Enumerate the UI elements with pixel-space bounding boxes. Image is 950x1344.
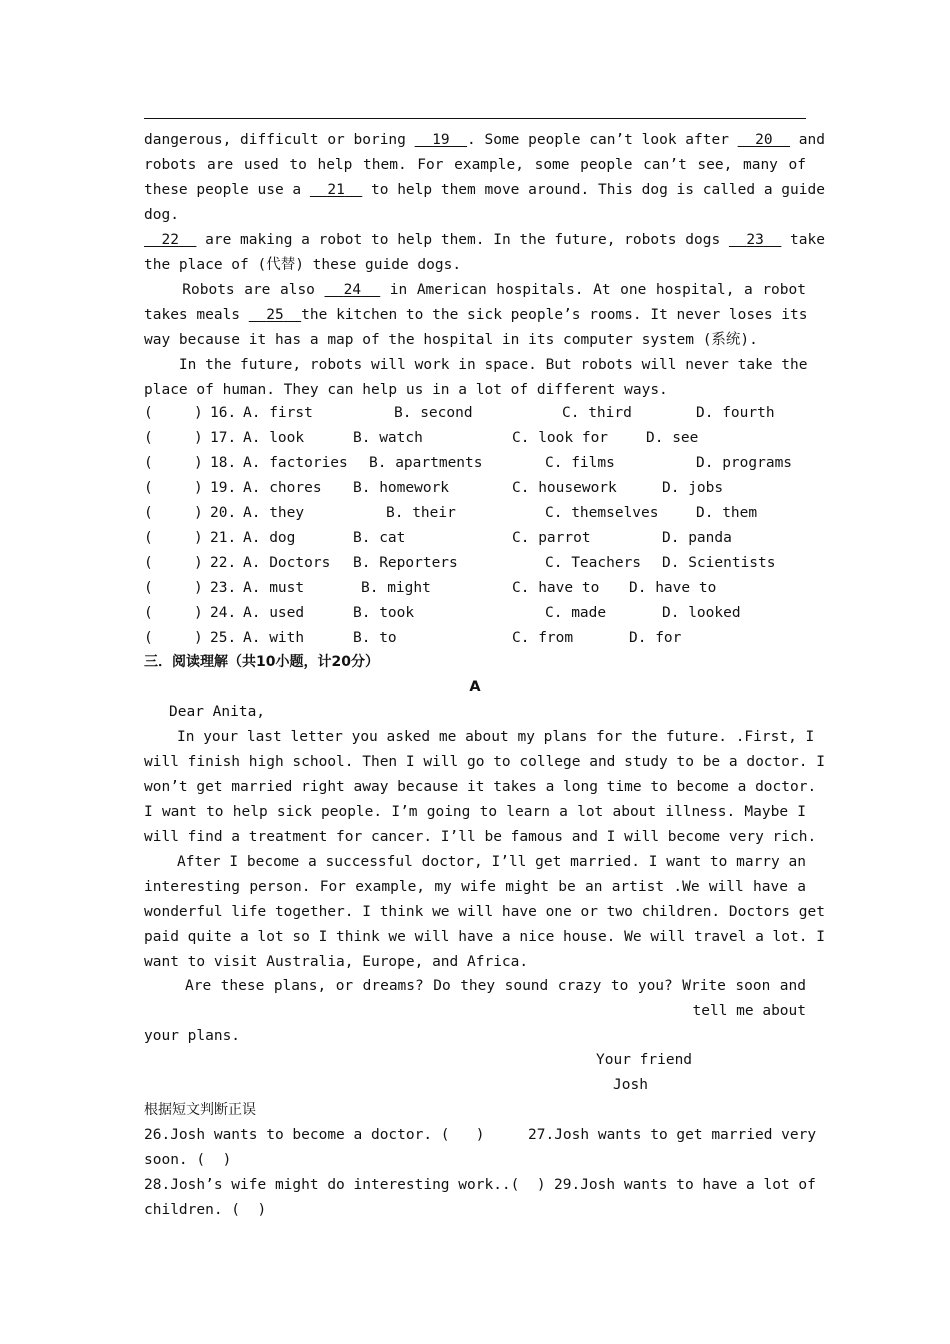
answer-bracket-close: ) (194, 505, 203, 521)
passage-line-1: dangerous, difficult or boring 19 . Some people can’t look after 20 and (144, 132, 825, 148)
option-c[interactable]: C. from (512, 630, 574, 646)
option-d[interactable]: D. them (696, 505, 758, 521)
passage-line-3: these people use a 21 to help them move around. This dog is called a guide (144, 182, 825, 198)
question-number: 19. (210, 480, 237, 496)
letter-line: interesting person. For example, my wife might be an artist .We will have a (144, 879, 806, 895)
letter-paragraph-3-line-1: Are these plans, or dreams? Do they sound crazy to you? Write soon and (185, 978, 806, 994)
passage-line-5: 22 are making a robot to help them. In the future, robots dogs 23 take (144, 228, 806, 253)
option-c[interactable]: C. themselves (545, 505, 659, 521)
answer-bracket-open: ( (144, 455, 153, 471)
option-d[interactable]: D. see (646, 430, 699, 446)
tf-question-26: 26.Josh wants to become a doctor. ( ) (144, 1127, 485, 1143)
question-row (144, 451, 806, 476)
section-3-heading: 三．阅读理解（共10小题，计20分） (144, 654, 379, 670)
tf-question-29: 29.Josh wants to have a lot of (554, 1177, 816, 1193)
question-row (144, 426, 806, 451)
option-d[interactable]: D. Scientists (662, 555, 776, 571)
answer-bracket-close: ) (194, 480, 203, 496)
option-c[interactable]: C. parrot (512, 530, 591, 546)
option-d[interactable]: D. programs (696, 455, 793, 471)
letter-line: won’t get married right away because it takes a long time to become a doctor. (144, 779, 817, 795)
option-b[interactable]: B. second (394, 405, 473, 421)
answer-bracket-close: ) (194, 555, 203, 571)
answer-bracket-close: ) (194, 405, 203, 421)
question-number: 18. (210, 455, 237, 471)
letter-line: will find a treatment for cancer. I’ll be famous and I will become very rich. (144, 829, 817, 845)
answer-bracket-open: ( (144, 405, 153, 421)
letter-closing: Your friend (596, 1052, 693, 1068)
option-a[interactable]: A. chores (243, 480, 322, 496)
question-number: 17. (210, 430, 237, 446)
option-a[interactable]: A. with (243, 630, 305, 646)
blank-20[interactable]: 20 (755, 132, 773, 148)
tf-line-2 (144, 1173, 816, 1198)
option-c[interactable]: C. have to (512, 580, 600, 596)
passage-line-8: takes meals 25 the kitchen to the sick people’s rooms. It never loses its (144, 307, 808, 323)
passage-line-10: In the future, robots will work in space. But robots will never take the (144, 357, 808, 373)
blank-19[interactable]: 19 (432, 132, 450, 148)
passage-a-label: A (469, 679, 481, 695)
blank-24[interactable]: 24 (343, 282, 362, 298)
passage-line-11: place of human. They can help us in a lot of different ways. (144, 382, 668, 398)
tf-line-1 (144, 1123, 817, 1148)
passage-line-7: Robots are also 24 in American hospitals. At one hospital, a robot (144, 282, 806, 298)
option-c[interactable]: C. Teachers (545, 555, 642, 571)
answer-bracket-open: ( (144, 605, 153, 621)
letter-signature: Josh (613, 1077, 648, 1093)
question-row (144, 501, 806, 526)
question-number: 25. (210, 630, 237, 646)
question-number: 16. (210, 405, 237, 421)
letter-line: After I become a successful doctor, I’ll get married. I want to marry an (177, 854, 806, 870)
option-a[interactable]: A. factories (243, 455, 348, 471)
option-a[interactable]: A. Doctors (243, 555, 331, 571)
question-number: 24. (210, 605, 237, 621)
blank-23[interactable]: 23 (746, 232, 764, 248)
question-number: 22. (210, 555, 237, 571)
answer-bracket-open: ( (144, 630, 153, 646)
answer-bracket-close: ) (194, 530, 203, 546)
option-b[interactable]: B. their (386, 505, 456, 521)
question-number: 20. (210, 505, 237, 521)
option-b[interactable]: B. homework (353, 480, 450, 496)
tf-question-27-cont: soon. ( ) (144, 1152, 232, 1168)
blank-22[interactable]: 22 (161, 232, 179, 248)
header-rule (144, 118, 806, 119)
option-d[interactable]: D. jobs (662, 480, 724, 496)
option-b[interactable]: B. took (353, 605, 415, 621)
option-c[interactable]: C. housework (512, 480, 617, 496)
letter-greeting: Dear Anita, (169, 704, 266, 720)
answer-bracket-open: ( (144, 530, 153, 546)
answer-bracket-open: ( (144, 430, 153, 446)
option-a[interactable]: A. first (243, 405, 313, 421)
question-row (144, 576, 806, 601)
option-c[interactable]: C. films (545, 455, 615, 471)
option-b[interactable]: B. apartments (369, 455, 483, 471)
question-row (144, 626, 806, 651)
question-row (144, 601, 806, 626)
option-a[interactable]: A. they (243, 505, 305, 521)
option-d[interactable]: D. looked (662, 605, 741, 621)
passage-line-6: the place of (代替) these guide dogs. (144, 257, 462, 273)
option-b[interactable]: B. watch (353, 430, 423, 446)
letter-line: paid quite a lot so I think we will have a nice house. We will travel a lot. I (144, 929, 825, 945)
option-c[interactable]: C. third (562, 405, 632, 421)
question-row (144, 476, 806, 501)
answer-bracket-close: ) (194, 455, 203, 471)
answer-bracket-close: ) (194, 430, 203, 446)
letter-line: wonderful life together. I think we will have one or two children. Doctors get (144, 904, 825, 920)
answer-bracket-close: ) (194, 580, 203, 596)
answer-bracket-close: ) (194, 630, 203, 646)
answer-bracket-open: ( (144, 555, 153, 571)
option-d[interactable]: D. for (629, 630, 682, 646)
option-c[interactable]: C. look for (512, 430, 609, 446)
option-c[interactable]: C. made (545, 605, 607, 621)
passage-line-2: robots are used to help them. For example, some people can’t see, many of (144, 157, 806, 173)
passage-line-9: way because it has a map of the hospital in its computer system (系统). (144, 332, 758, 348)
option-a[interactable]: A. must (243, 580, 305, 596)
answer-bracket-open: ( (144, 505, 153, 521)
letter-paragraph-3-line-3: your plans. (144, 1028, 241, 1044)
option-d[interactable]: D. fourth (696, 405, 775, 421)
passage-line-4: dog. (144, 207, 179, 223)
tf-question-27: 27.Josh wants to get married very (528, 1127, 817, 1143)
option-a[interactable]: A. dog (243, 530, 296, 546)
answer-bracket-open: ( (144, 580, 153, 596)
tf-question-28: 28.Josh’s wife might do interesting work..( ) (144, 1177, 546, 1193)
option-b[interactable]: B. to (353, 630, 397, 646)
tf-instruction: 根据短文判断正误 (144, 1102, 256, 1118)
option-b[interactable]: B. might (361, 580, 431, 596)
letter-line: will finish high school. Then I will go to college and study to be a doctor. I (144, 754, 825, 770)
letter-paragraph-3-line-2: tell me about (692, 1003, 806, 1019)
blank-25[interactable]: 25 (266, 307, 284, 323)
letter-line: In your last letter you asked me about my plans for the future. .First, I (177, 729, 815, 745)
option-d[interactable]: D. panda (662, 530, 732, 546)
option-a[interactable]: A. used (243, 605, 305, 621)
answer-bracket-close: ) (194, 605, 203, 621)
question-number: 21. (210, 530, 237, 546)
question-number: 23. (210, 580, 237, 596)
question-row (144, 401, 806, 426)
letter-line: I want to help sick people. I’m going to learn a lot about illness. Maybe I (144, 804, 806, 820)
question-row (144, 551, 806, 576)
option-b[interactable]: B. cat (353, 530, 406, 546)
option-a[interactable]: A. look (243, 430, 305, 446)
option-b[interactable]: B. Reporters (353, 555, 458, 571)
letter-line: want to visit Australia, Europe, and Africa. (144, 954, 529, 970)
question-row (144, 526, 806, 551)
tf-question-29-cont: children. ( ) (144, 1202, 267, 1218)
option-d[interactable]: D. have to (629, 580, 717, 596)
blank-21[interactable]: 21 (327, 182, 345, 198)
answer-bracket-open: ( (144, 480, 153, 496)
